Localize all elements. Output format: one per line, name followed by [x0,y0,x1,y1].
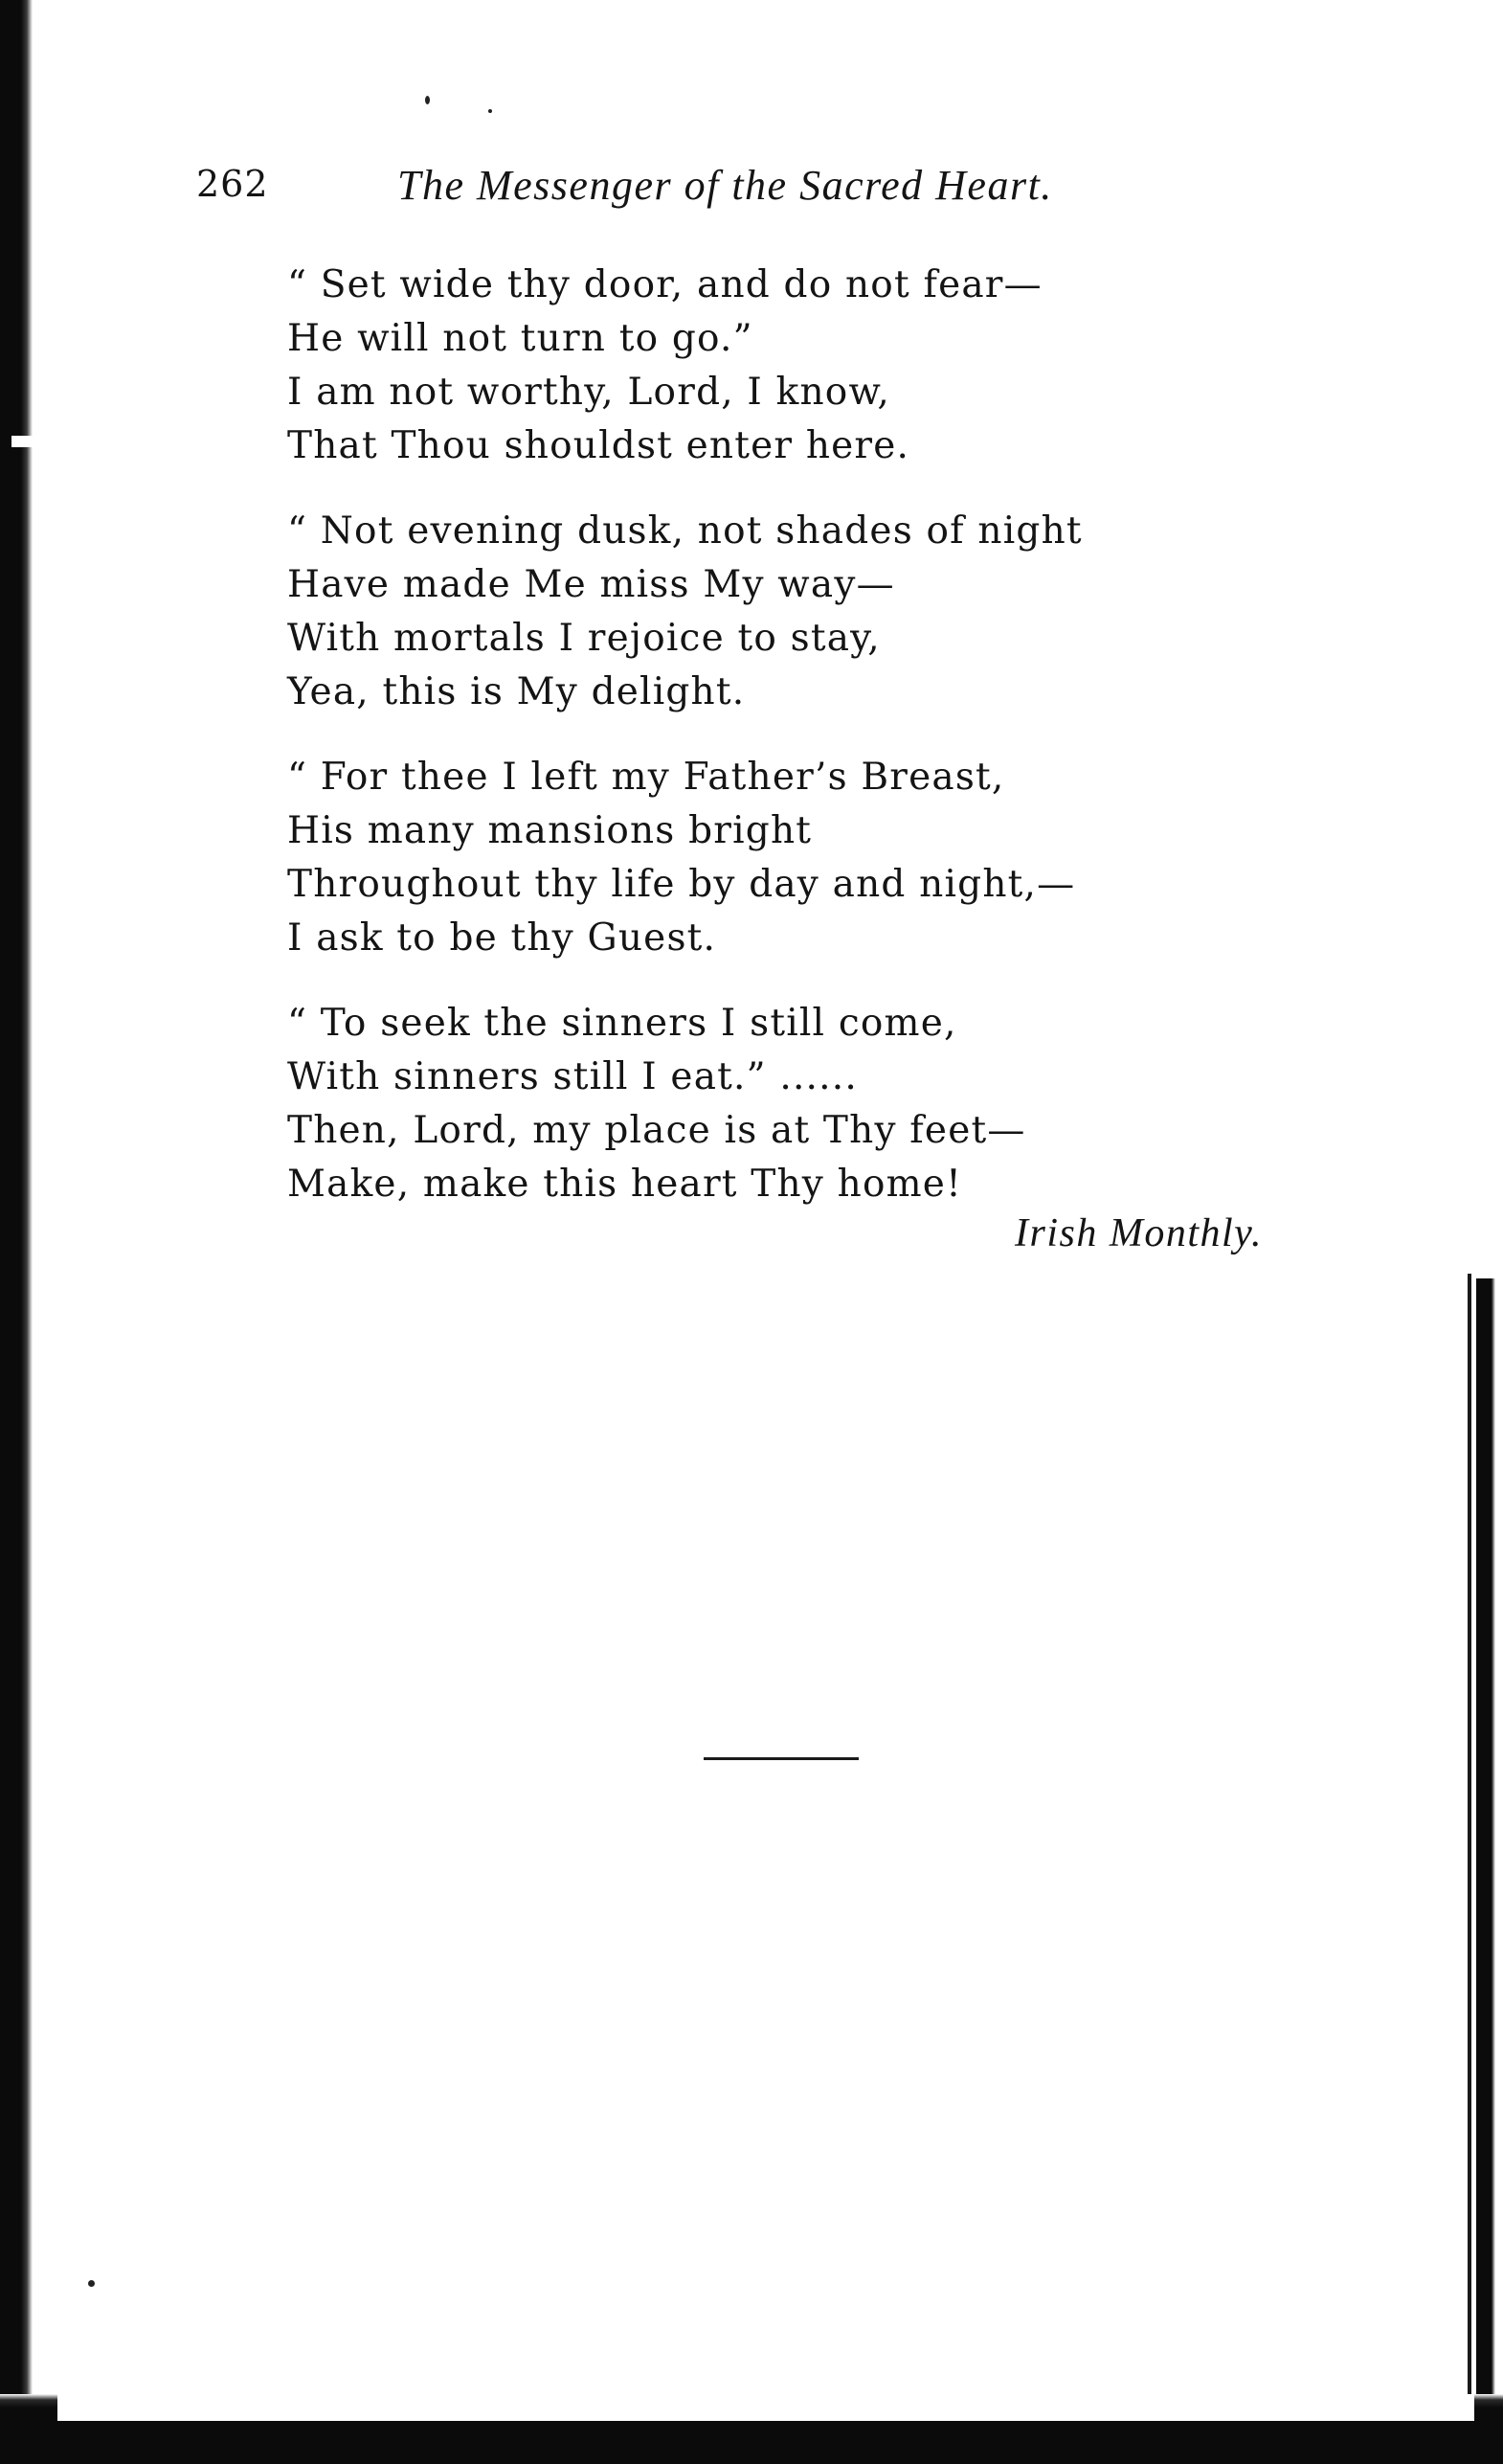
stanza [287,751,1149,965]
poem-attribution: Irish Monthly. [1015,1211,1263,1255]
poem-line: Then, Lord, my place is at Thy feet— [287,1109,1026,1152]
stanza [287,997,1149,1211]
poem-line: “ Not evening dusk, not shades of night [287,509,1083,553]
scan-speck [88,2280,95,2287]
running-header [196,161,1178,209]
scan-edge-bottom-gap [57,2394,1474,2421]
poem-line: Throughout thy life by day and night,— [287,863,1076,906]
poem [287,259,1149,1243]
scan-edge-left [0,0,33,2464]
page-number: 262 [196,163,269,205]
scan-speck [488,109,492,113]
running-title: The Messenger of the Sacred Heart. [397,162,1053,209]
poem-line: “ Set wide thy door, and do not fear— [287,263,1043,306]
poem-line: With sinners still I eat.” ...... [287,1055,858,1098]
poem-line: His many mansions bright [287,809,813,852]
poem-line: Yea, this is My delight. [287,670,746,713]
scan-edge-notch [11,436,33,447]
poem-line: With mortals I rejoice to stay, [287,617,881,660]
poem-line: “ For thee I left my Father’s Breast, [287,756,1005,799]
stanza [287,259,1149,473]
poem-line: “ To seek the sinners I still come, [287,1002,957,1045]
poem-line: I am not worthy, Lord, I know, [287,371,891,414]
poem-line: Make, make this heart Thy home! [287,1163,962,1206]
scan-speck [425,96,430,104]
scan-edge-right [1476,1278,1503,2464]
stanza [287,505,1149,719]
poem-line: He will not turn to go.” [287,317,753,360]
poem-line: Have made Me miss My way— [287,563,895,606]
section-end-rule [704,1757,859,1760]
poem-line: I ask to be thy Guest. [287,916,717,960]
scan-edge-right-line [1468,1274,1471,2452]
poem-line: That Thou shouldst enter here. [287,424,910,467]
